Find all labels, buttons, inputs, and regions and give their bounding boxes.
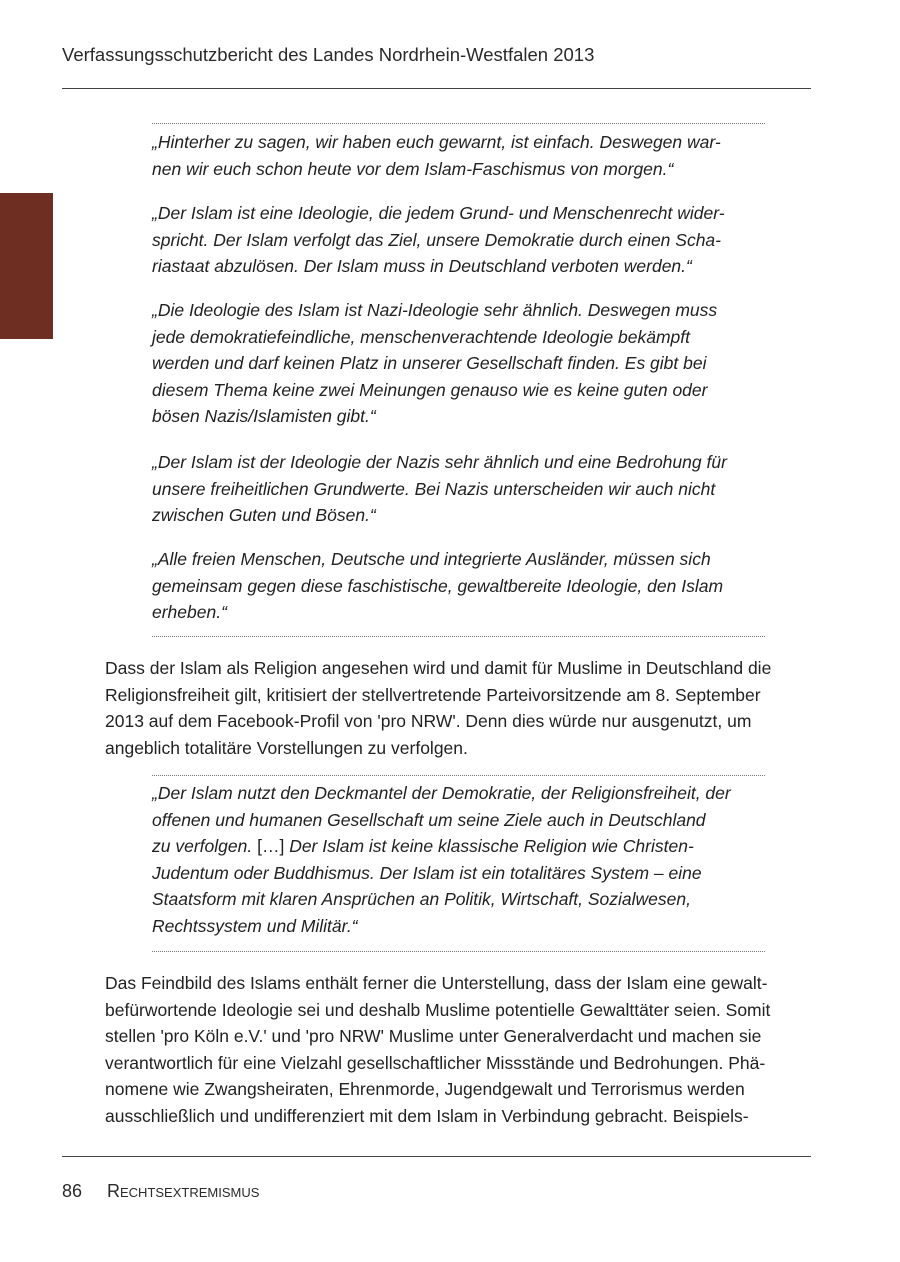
footer-rule xyxy=(62,1156,811,1157)
quote-block-bottom-border xyxy=(152,636,765,637)
quote-line: zwischen Guten und Bösen.“ xyxy=(152,505,376,525)
omission-mark: […] xyxy=(257,836,285,856)
quote-line: „Alle freien Menschen, Deutsche und integrierte Ausländer, müssen sich xyxy=(152,549,711,569)
paragraph-line: nomene wie Zwangsheiraten, Ehrenmorde, Jugendgewalt und Terrorismus werden xyxy=(105,1079,745,1099)
paragraph-line: befürwortende Ideologie sei und deshalb Muslime potentielle Gewalttäter seien. Somit xyxy=(105,999,771,1020)
quote-line: gemeinsam gegen diese faschistische, gewaltbereite Ideologie, den Islam xyxy=(152,575,724,596)
quote-1 xyxy=(152,129,765,182)
quote-line: offenen und humanen Gesellschaft um seine Ziele auch in Deutschland xyxy=(152,809,706,830)
quote-line: Staatsform mit klaren Ansprüchen an Politik, Wirtschaft, Sozialwesen, xyxy=(152,889,691,909)
quote-block-2-top-border xyxy=(152,775,765,776)
quote-fragment: Der Islam ist keine klassische Religion wie Christen- xyxy=(289,836,694,856)
quote-line: werden und darf keinen Platz in unserer Gesellschaft finden. Es gibt bei xyxy=(152,353,707,373)
quote-line: „Hinterher zu sagen, wir haben euch gewarnt, ist einfach. Deswegen war- xyxy=(152,132,721,152)
quote-line: bösen Nazis/Islamisten gibt.“ xyxy=(152,406,376,426)
quote-line: Judentum oder Buddhismus. Der Islam ist ein totalitäres System – eine xyxy=(152,862,702,883)
body-paragraph-1 xyxy=(105,655,815,761)
header-rule xyxy=(62,88,811,89)
quote-line: spricht. Der Islam verfolgt das Ziel, unsere Demokratie durch einen Scha- xyxy=(152,229,721,250)
quote-4 xyxy=(152,449,765,529)
page-header-title: Verfassungsschutzbericht des Landes Nordrhein-Westfalen 2013 xyxy=(62,44,595,65)
quote-line: erheben.“ xyxy=(152,602,227,622)
quote-3 xyxy=(152,297,765,430)
paragraph-line: angeblich totalitäre Vorstellungen zu verfolgen. xyxy=(105,737,468,758)
paragraph-line: verantwortlich für eine Vielzahl gesellschaftlicher Missstände und Bedrohungen. Phä- xyxy=(105,1052,766,1073)
chapter-side-tab xyxy=(0,193,53,339)
quote-block-top-border xyxy=(152,123,765,124)
paragraph-line: 2013 auf dem Facebook-Profil von 'pro NRW'. Denn dies würde nur ausgenutzt, um xyxy=(105,711,752,731)
quote-line: nen wir euch schon heute vor dem Islam-Faschismus von morgen.“ xyxy=(152,158,674,179)
quote-line: „Die Ideologie des Islam ist Nazi-Ideologie sehr ähnlich. Deswegen muss xyxy=(152,300,718,320)
footer-section-title: Rechtsextremismus xyxy=(107,1181,260,1201)
quote-line: „Der Islam ist eine Ideologie, die jedem Grund- und Menschenrecht wider- xyxy=(152,203,725,223)
quote-line: diesem Thema keine zwei Meinungen genauso wie es keine guten oder xyxy=(152,379,708,400)
quote-fragment: zu verfolgen. xyxy=(152,836,253,856)
quote-line: „Der Islam nutzt den Deckmantel der Demokratie, der Religionsfreiheit, der xyxy=(152,783,731,803)
quote-line: jede demokratiefeindliche, menschenverachtende Ideologie bekämpft xyxy=(152,326,690,347)
paragraph-line: Das Feindbild des Islams enthält ferner die Unterstellung, dass der Islam eine gewalt- xyxy=(105,973,768,993)
paragraph-line: ausschließlich und undifferenziert mit dem Islam in Verbindung gebracht. Beispiels- xyxy=(105,1105,749,1126)
quote-block-2-bottom-border xyxy=(152,951,765,952)
quote-line: Rechtssystem und Militär.“ xyxy=(152,915,358,936)
page-number: 86 xyxy=(62,1181,83,1201)
quote-line: unsere freiheitlichen Grundwerte. Bei Nazis unterscheiden wir auch nicht xyxy=(152,478,716,499)
quote-5 xyxy=(152,546,765,626)
quote-line: „Der Islam ist der Ideologie der Nazis sehr ähnlich und eine Bedrohung für xyxy=(152,452,727,472)
quote-line xyxy=(152,833,765,860)
paragraph-line: Religionsfreiheit gilt, kritisiert der stellvertretende Parteivorsitzende am 8. September xyxy=(105,684,761,705)
quote-6 xyxy=(152,780,765,939)
paragraph-line: Dass der Islam als Religion angesehen wird und damit für Muslime in Deutschland die xyxy=(105,658,772,678)
body-paragraph-2 xyxy=(105,970,815,1129)
paragraph-line: stellen 'pro Köln e.V.' und 'pro NRW' Muslime unter Generalverdacht und machen sie xyxy=(105,1026,762,1046)
quote-line: riastaat abzulösen. Der Islam muss in Deutschland verboten werden.“ xyxy=(152,256,692,276)
quote-2 xyxy=(152,200,765,280)
